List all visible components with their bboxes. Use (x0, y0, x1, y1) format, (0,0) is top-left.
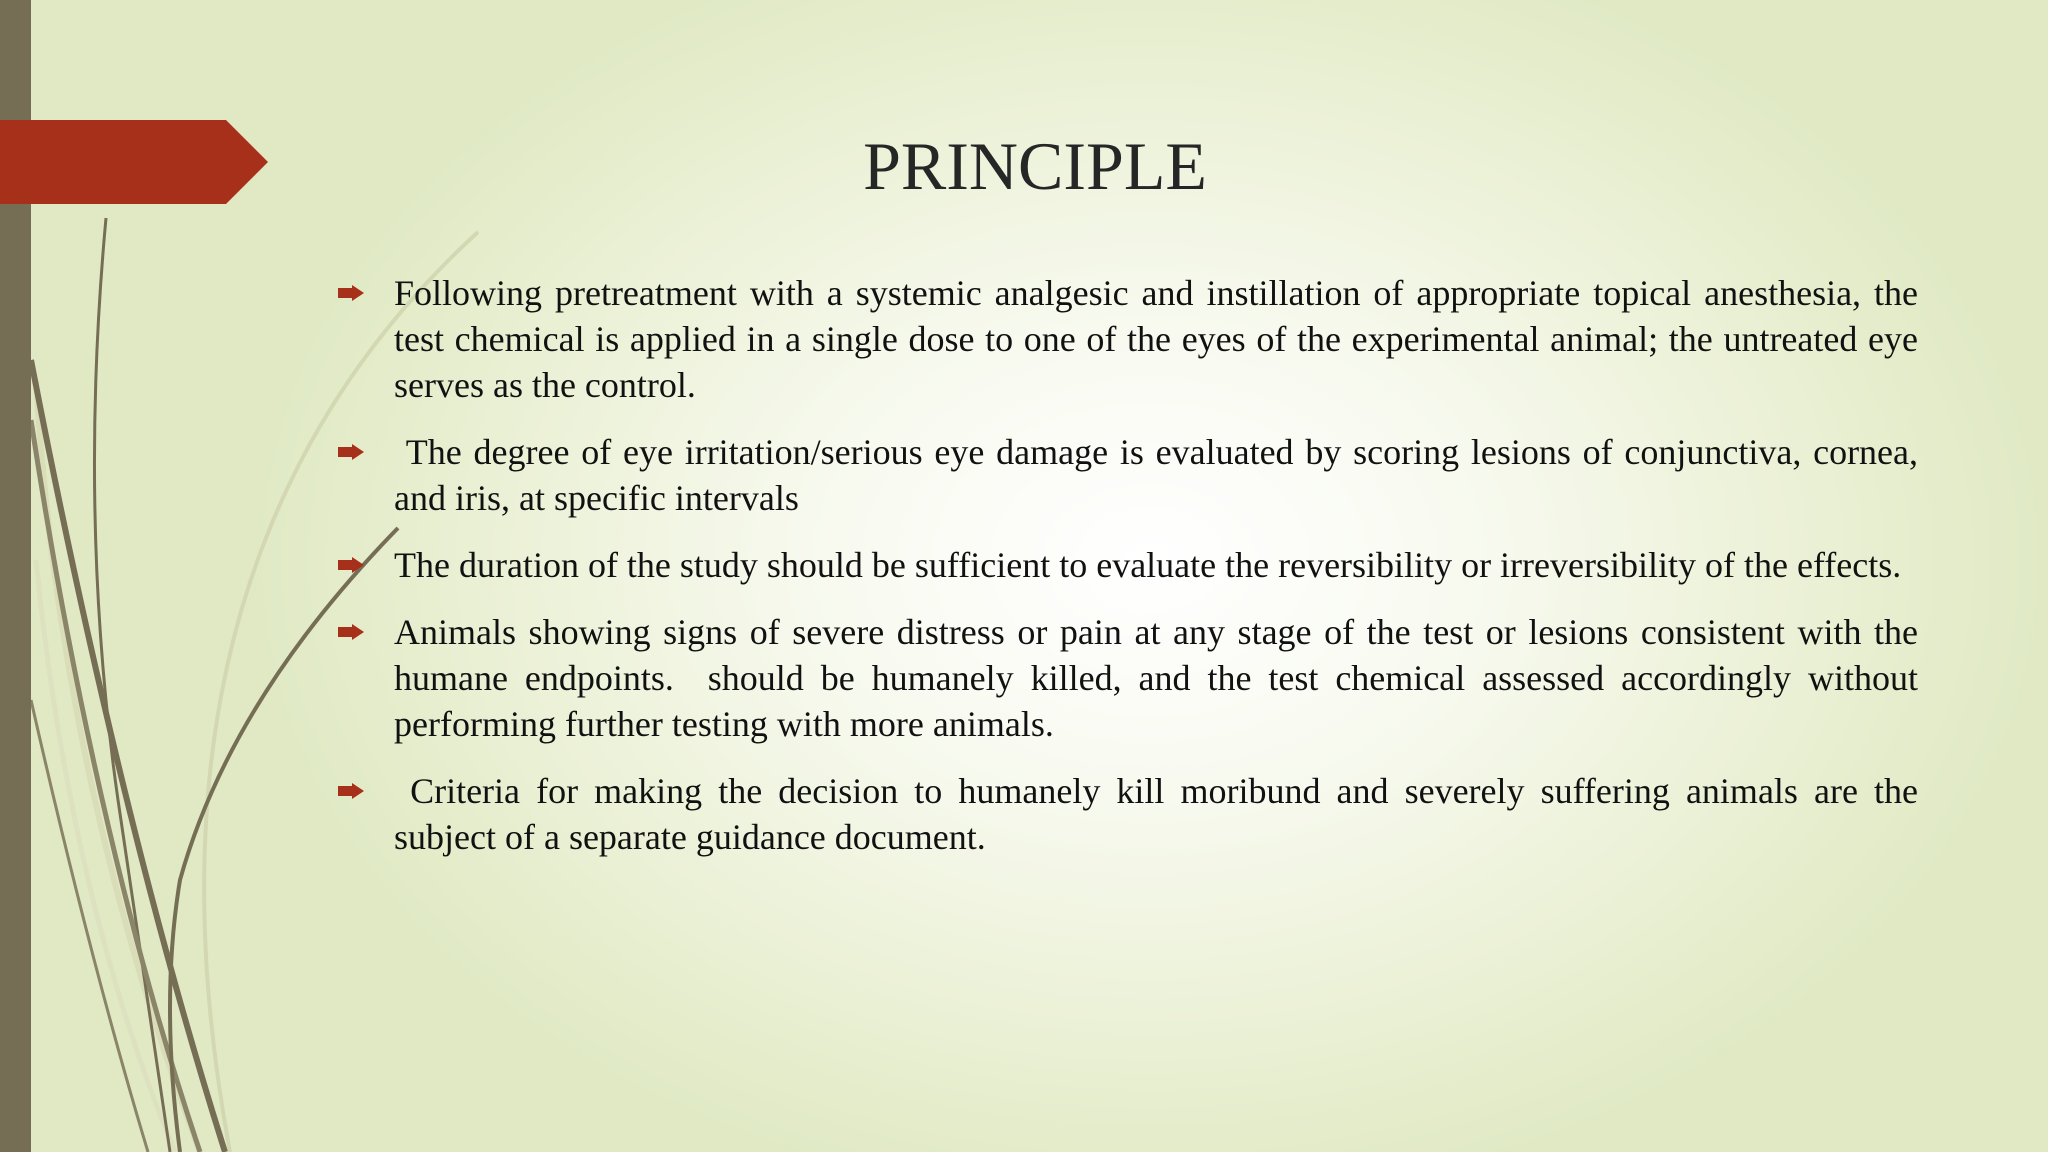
left-sidebar-bar (0, 0, 31, 1152)
arrow-bullet-icon (338, 285, 364, 301)
arrow-bullet-icon (338, 444, 364, 460)
arrow-bullet-icon (338, 624, 364, 640)
dark-curve-2 (31, 360, 225, 1152)
bullet-text: The degree of eye irritation/serious eye damage is evaluated by scoring lesions of conjunctiva, cornea, and iris, at specific intervals (394, 432, 1928, 518)
arrow-bullet-icon (338, 557, 364, 573)
bullet-list (338, 270, 1928, 881)
bullet-text: Following pretreatment with a systemic analgesic and instillation of appropriate topical anesthesia, the test chemical is applied in a single dose to one of the eyes of the experimental animal; the untreated eye serves as the control. (394, 273, 1918, 405)
list-item (338, 609, 1927, 747)
list-item (338, 429, 1928, 521)
bullet-text: The duration of the study should be sufficient to evaluate the reversibility or irreversibility of the effects. (394, 545, 1902, 585)
bullet-text: Animals showing signs of severe distress or pain at any stage of the test or lesions consistent with the humane endpoints. should be humanely killed, and the test chemical assessed accordingly without performing further testing with more animals. (394, 612, 1927, 744)
bullet-text: Criteria for making the decision to humanely kill moribund and severely suffering animals are the subject of a separate guidance document. (394, 771, 1927, 857)
list-item (338, 270, 1918, 408)
arrow-bullet-icon (338, 783, 364, 799)
list-item (338, 542, 1918, 588)
page-title: PRINCIPLE (863, 128, 1207, 204)
list-item (338, 768, 1927, 860)
